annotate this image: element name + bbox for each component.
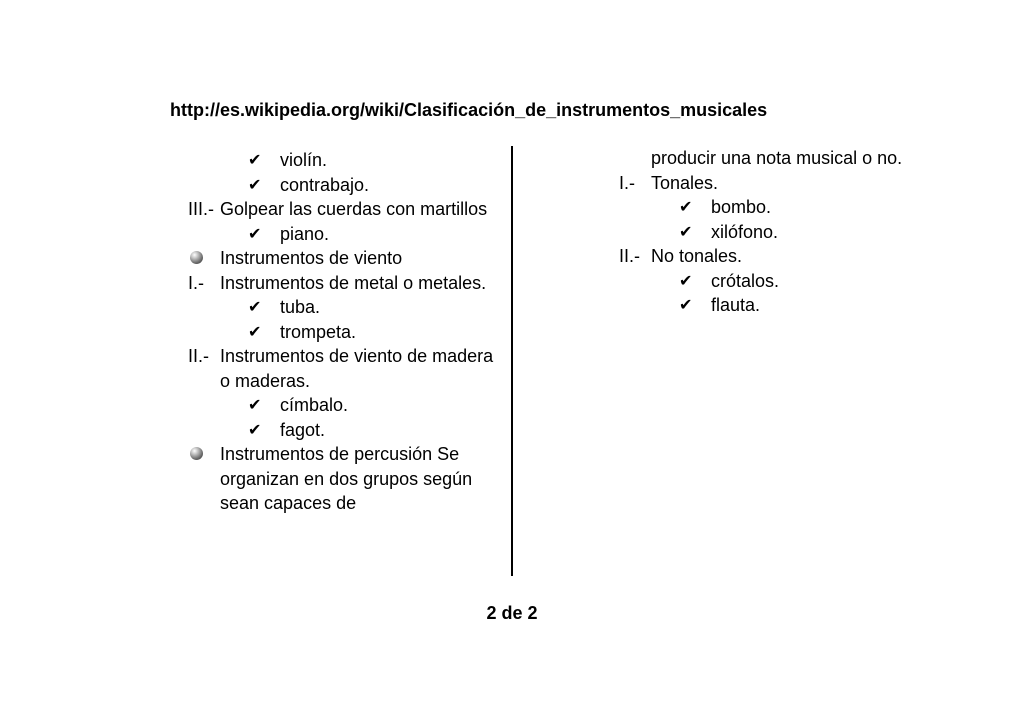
check-icon: ✔ <box>679 197 693 216</box>
list-item: ✔ piano. <box>188 222 506 247</box>
check-icon: ✔ <box>679 295 693 314</box>
list-item: ✔ violín. <box>188 148 506 173</box>
right-column <box>619 146 939 318</box>
sphere-bullet-icon <box>190 447 203 460</box>
list-item: ✔ trompeta. <box>188 320 506 345</box>
check-icon: ✔ <box>248 297 262 316</box>
numbered-item: II.- Instrumentos de viento de madera o maderas. <box>188 346 494 391</box>
left-column <box>188 148 506 516</box>
numbered-item: I.- Tonales. <box>619 172 719 193</box>
page-number: 2 de 2 <box>486 603 538 623</box>
list-item: ✔ flauta. <box>619 293 939 318</box>
source-url[interactable]: http://es.wikipedia.org/wiki/Clasificación_de_instrumentos_musicales <box>170 100 768 120</box>
list-item: ✔ bombo. <box>619 195 939 220</box>
check-icon: ✔ <box>679 270 693 290</box>
section-heading: Instrumentos de percusión Se organizan en dos grupos según sean capaces de <box>188 442 506 516</box>
sphere-bullet-icon <box>190 251 203 264</box>
numbered-item: I.- Instrumentos de metal o metales. <box>188 272 487 293</box>
numbered-item: III.- Golpear las cuerdas con martillos <box>188 199 488 219</box>
list-item: ✔ crótalos. <box>619 269 939 294</box>
list-item: ✔ tuba. <box>188 295 506 320</box>
section-heading: Instrumentos de viento <box>188 246 506 271</box>
list-item: ✔ címbalo. <box>188 393 506 418</box>
list-item: ✔ fagot. <box>188 418 506 443</box>
check-icon: ✔ <box>248 321 262 341</box>
check-icon: ✔ <box>248 223 262 243</box>
continued-text: producir una nota musical o no. <box>651 148 903 168</box>
check-icon: ✔ <box>248 395 262 414</box>
check-icon: ✔ <box>248 419 262 439</box>
list-item: ✔ xilófono. <box>619 220 939 245</box>
check-icon: ✔ <box>679 221 693 241</box>
column-divider <box>511 146 513 576</box>
numbered-item: II.- No tonales. <box>619 246 743 266</box>
check-icon: ✔ <box>248 150 262 169</box>
list-item: ✔ contrabajo. <box>188 173 506 198</box>
check-icon: ✔ <box>248 174 262 194</box>
